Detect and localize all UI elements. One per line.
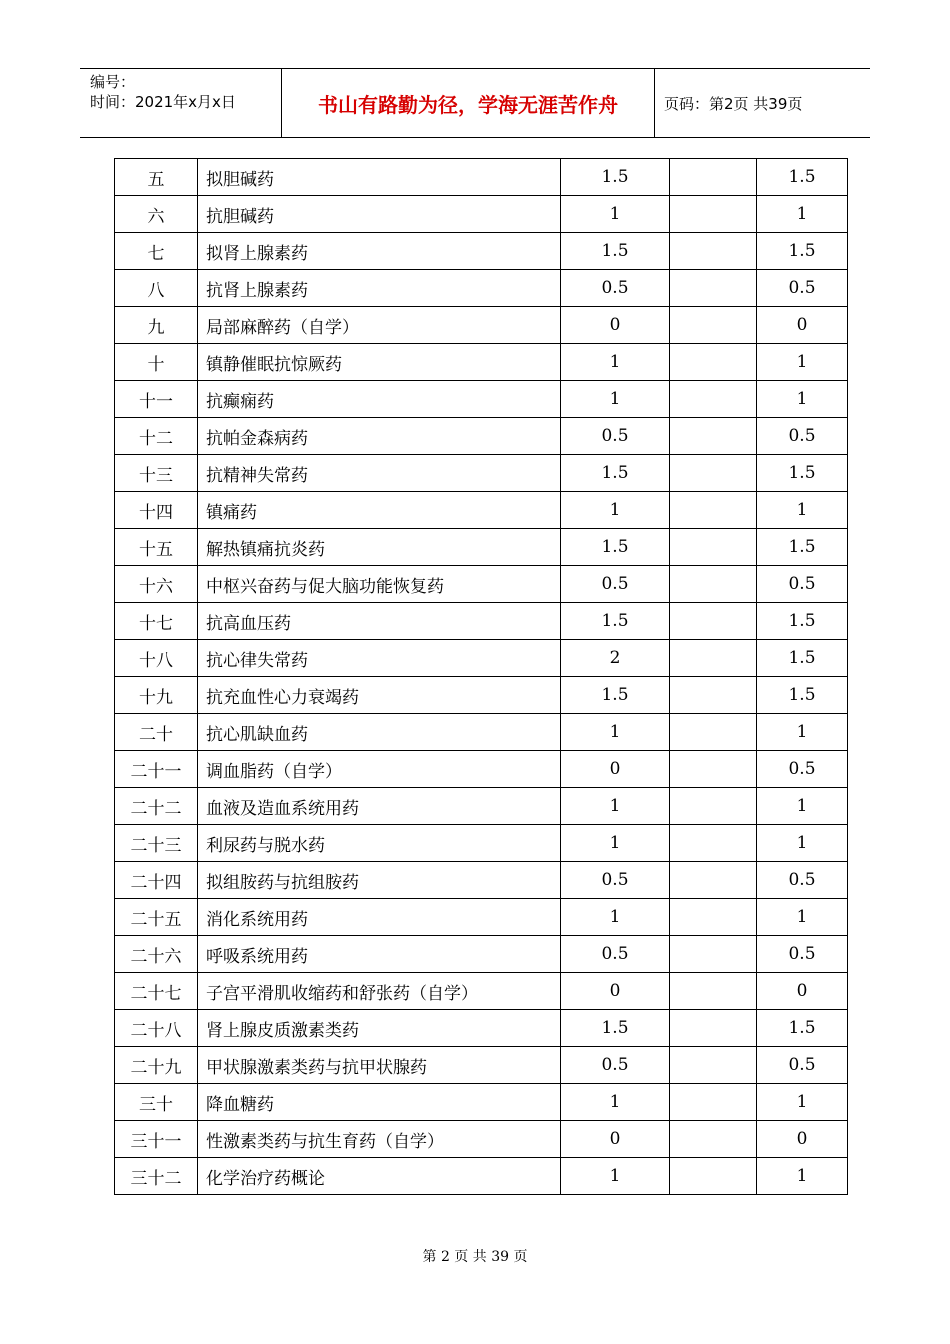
row-chapter-name: 利尿药与脱水药 bbox=[198, 825, 561, 862]
row-chapter-name: 抗帕金森病药 bbox=[198, 418, 561, 455]
row-hours-total: 0.5 bbox=[757, 936, 848, 973]
row-number: 二十三 bbox=[115, 825, 198, 862]
row-hours-total: 0.5 bbox=[757, 862, 848, 899]
row-hours-extra bbox=[670, 825, 757, 862]
row-number: 八 bbox=[115, 270, 198, 307]
row-hours-theory: 1.5 bbox=[561, 603, 670, 640]
row-number: 二十九 bbox=[115, 1047, 198, 1084]
row-hours-theory: 0 bbox=[561, 973, 670, 1010]
row-hours-total: 1 bbox=[757, 825, 848, 862]
row-hours-extra bbox=[670, 862, 757, 899]
row-hours-theory: 1.5 bbox=[561, 159, 670, 196]
row-chapter-name: 降血糖药 bbox=[198, 1084, 561, 1121]
row-number: 二十六 bbox=[115, 936, 198, 973]
row-chapter-name: 解热镇痛抗炎药 bbox=[198, 529, 561, 566]
row-hours-theory: 1 bbox=[561, 196, 670, 233]
row-hours-total: 1.5 bbox=[757, 233, 848, 270]
row-hours-extra bbox=[670, 603, 757, 640]
row-chapter-name: 抗精神失常药 bbox=[198, 455, 561, 492]
row-hours-total: 1.5 bbox=[757, 529, 848, 566]
header-motto: 书山有路勤为径，学海无涯苦作舟 bbox=[282, 69, 655, 137]
row-hours-extra bbox=[670, 418, 757, 455]
table-row bbox=[115, 862, 848, 899]
row-hours-total: 1.5 bbox=[757, 677, 848, 714]
row-hours-total: 1 bbox=[757, 381, 848, 418]
row-hours-total: 0 bbox=[757, 973, 848, 1010]
row-hours-extra bbox=[670, 1158, 757, 1195]
row-hours-extra bbox=[670, 936, 757, 973]
header-page-info: 页码：第2页 共39页 bbox=[664, 94, 803, 113]
row-number: 二十二 bbox=[115, 788, 198, 825]
row-hours-extra bbox=[670, 899, 757, 936]
header-serial: 编号： bbox=[90, 73, 136, 91]
row-number: 十九 bbox=[115, 677, 198, 714]
row-chapter-name: 抗心律失常药 bbox=[198, 640, 561, 677]
page-footer: 第 2 页 共 39 页 bbox=[422, 1249, 528, 1265]
row-hours-extra bbox=[670, 640, 757, 677]
row-hours-theory: 0.5 bbox=[561, 418, 670, 455]
row-number: 三十二 bbox=[115, 1158, 198, 1195]
row-chapter-name: 消化系统用药 bbox=[198, 899, 561, 936]
table-row bbox=[115, 492, 848, 529]
table-row bbox=[115, 751, 848, 788]
row-hours-extra bbox=[670, 714, 757, 751]
row-hours-extra bbox=[670, 196, 757, 233]
table-row bbox=[115, 1121, 848, 1158]
row-number: 二十七 bbox=[115, 973, 198, 1010]
row-hours-extra bbox=[670, 1121, 757, 1158]
row-chapter-name: 局部麻醉药（自学） bbox=[198, 307, 561, 344]
row-chapter-name: 抗癫痫药 bbox=[198, 381, 561, 418]
row-hours-extra bbox=[670, 270, 757, 307]
row-chapter-name: 抗肾上腺素药 bbox=[198, 270, 561, 307]
row-hours-extra bbox=[670, 381, 757, 418]
row-number: 二十八 bbox=[115, 1010, 198, 1047]
row-hours-extra bbox=[670, 566, 757, 603]
row-number: 五 bbox=[115, 159, 198, 196]
row-hours-theory: 0 bbox=[561, 1121, 670, 1158]
row-hours-theory: 1.5 bbox=[561, 455, 670, 492]
row-number: 十二 bbox=[115, 418, 198, 455]
row-hours-extra bbox=[670, 233, 757, 270]
row-number: 三十 bbox=[115, 1084, 198, 1121]
row-hours-total: 0.5 bbox=[757, 270, 848, 307]
table-row bbox=[115, 455, 848, 492]
row-hours-total: 1 bbox=[757, 1158, 848, 1195]
row-hours-theory: 1 bbox=[561, 788, 670, 825]
row-hours-extra bbox=[670, 973, 757, 1010]
row-hours-theory: 0 bbox=[561, 751, 670, 788]
table-row bbox=[115, 1084, 848, 1121]
row-hours-theory: 1 bbox=[561, 1084, 670, 1121]
table-row bbox=[115, 344, 848, 381]
row-chapter-name: 抗充血性心力衰竭药 bbox=[198, 677, 561, 714]
row-chapter-name: 血液及造血系统用药 bbox=[198, 788, 561, 825]
table-row bbox=[115, 307, 848, 344]
course-hours-table bbox=[114, 158, 848, 1195]
row-hours-theory: 1.5 bbox=[561, 1010, 670, 1047]
row-number: 六 bbox=[115, 196, 198, 233]
row-hours-total: 0 bbox=[757, 307, 848, 344]
row-chapter-name: 肾上腺皮质激素类药 bbox=[198, 1010, 561, 1047]
row-chapter-name: 子宫平滑肌收缩药和舒张药（自学） bbox=[198, 973, 561, 1010]
row-hours-theory: 1.5 bbox=[561, 677, 670, 714]
row-number: 二十一 bbox=[115, 751, 198, 788]
row-hours-total: 0 bbox=[757, 1121, 848, 1158]
row-number: 七 bbox=[115, 233, 198, 270]
row-number: 二十四 bbox=[115, 862, 198, 899]
table-body bbox=[115, 159, 848, 1195]
row-hours-total: 1.5 bbox=[757, 603, 848, 640]
row-number: 十 bbox=[115, 344, 198, 381]
table-row bbox=[115, 714, 848, 751]
row-chapter-name: 抗心肌缺血药 bbox=[198, 714, 561, 751]
table-row bbox=[115, 566, 848, 603]
row-chapter-name: 呼吸系统用药 bbox=[198, 936, 561, 973]
row-hours-extra bbox=[670, 529, 757, 566]
row-number: 十六 bbox=[115, 566, 198, 603]
row-hours-extra bbox=[670, 788, 757, 825]
row-hours-extra bbox=[670, 492, 757, 529]
row-hours-theory: 0 bbox=[561, 307, 670, 344]
row-number: 二十五 bbox=[115, 899, 198, 936]
row-number: 九 bbox=[115, 307, 198, 344]
row-hours-total: 0.5 bbox=[757, 1047, 848, 1084]
table-row bbox=[115, 529, 848, 566]
table-row bbox=[115, 973, 848, 1010]
table-row bbox=[115, 1047, 848, 1084]
row-hours-extra bbox=[670, 1047, 757, 1084]
row-hours-total: 1.5 bbox=[757, 455, 848, 492]
row-hours-theory: 0.5 bbox=[561, 1047, 670, 1084]
row-hours-theory: 1 bbox=[561, 825, 670, 862]
row-hours-extra bbox=[670, 455, 757, 492]
row-chapter-name: 拟组胺药与抗组胺药 bbox=[198, 862, 561, 899]
row-hours-total: 0.5 bbox=[757, 751, 848, 788]
table-row bbox=[115, 196, 848, 233]
row-number: 十一 bbox=[115, 381, 198, 418]
row-hours-theory: 1.5 bbox=[561, 233, 670, 270]
row-hours-extra bbox=[670, 751, 757, 788]
row-hours-extra bbox=[670, 1084, 757, 1121]
row-number: 二十 bbox=[115, 714, 198, 751]
row-chapter-name: 化学治疗药概论 bbox=[198, 1158, 561, 1195]
row-chapter-name: 调血脂药（自学） bbox=[198, 751, 561, 788]
row-number: 十四 bbox=[115, 492, 198, 529]
row-hours-theory: 0.5 bbox=[561, 862, 670, 899]
row-hours-theory: 1.5 bbox=[561, 529, 670, 566]
row-number: 十五 bbox=[115, 529, 198, 566]
row-chapter-name: 甲状腺激素类药与抗甲状腺药 bbox=[198, 1047, 561, 1084]
table-row bbox=[115, 1010, 848, 1047]
row-hours-theory: 1 bbox=[561, 344, 670, 381]
row-hours-total: 0.5 bbox=[757, 418, 848, 455]
table-row bbox=[115, 1158, 848, 1195]
row-chapter-name: 抗胆碱药 bbox=[198, 196, 561, 233]
row-hours-theory: 0.5 bbox=[561, 566, 670, 603]
row-number: 十七 bbox=[115, 603, 198, 640]
row-chapter-name: 性激素类药与抗生育药（自学） bbox=[198, 1121, 561, 1158]
table-row bbox=[115, 677, 848, 714]
row-number: 三十一 bbox=[115, 1121, 198, 1158]
table-row bbox=[115, 381, 848, 418]
row-chapter-name: 拟胆碱药 bbox=[198, 159, 561, 196]
row-hours-theory: 1 bbox=[561, 381, 670, 418]
table-row bbox=[115, 603, 848, 640]
header-meta bbox=[80, 69, 282, 137]
row-hours-total: 1 bbox=[757, 1084, 848, 1121]
row-hours-total: 1.5 bbox=[757, 1010, 848, 1047]
row-hours-extra bbox=[670, 344, 757, 381]
row-hours-theory: 0.5 bbox=[561, 936, 670, 973]
row-hours-theory: 1 bbox=[561, 1158, 670, 1195]
row-number: 十三 bbox=[115, 455, 198, 492]
row-hours-total: 1 bbox=[757, 899, 848, 936]
row-chapter-name: 抗高血压药 bbox=[198, 603, 561, 640]
row-chapter-name: 镇痛药 bbox=[198, 492, 561, 529]
row-number: 十八 bbox=[115, 640, 198, 677]
table-row bbox=[115, 270, 848, 307]
table-row bbox=[115, 899, 848, 936]
row-hours-total: 1 bbox=[757, 714, 848, 751]
row-hours-total: 1 bbox=[757, 196, 848, 233]
row-hours-total: 1 bbox=[757, 788, 848, 825]
row-hours-extra bbox=[670, 159, 757, 196]
row-hours-theory: 2 bbox=[561, 640, 670, 677]
row-hours-theory: 0.5 bbox=[561, 270, 670, 307]
row-chapter-name: 镇静催眠抗惊厥药 bbox=[198, 344, 561, 381]
row-hours-extra bbox=[670, 307, 757, 344]
table-row bbox=[115, 788, 848, 825]
row-hours-extra bbox=[670, 677, 757, 714]
row-hours-total: 1.5 bbox=[757, 159, 848, 196]
table-row bbox=[115, 418, 848, 455]
table-row bbox=[115, 640, 848, 677]
row-hours-theory: 1 bbox=[561, 899, 670, 936]
row-hours-total: 1 bbox=[757, 344, 848, 381]
row-hours-total: 1 bbox=[757, 492, 848, 529]
table-row bbox=[115, 159, 848, 196]
row-chapter-name: 拟肾上腺素药 bbox=[198, 233, 561, 270]
row-hours-total: 1.5 bbox=[757, 640, 848, 677]
row-hours-extra bbox=[670, 1010, 757, 1047]
row-hours-total: 0.5 bbox=[757, 566, 848, 603]
row-hours-theory: 1 bbox=[561, 714, 670, 751]
header-date: 时间：2021年x月x日 bbox=[90, 93, 236, 111]
table-row bbox=[115, 825, 848, 862]
row-hours-theory: 1 bbox=[561, 492, 670, 529]
page-header bbox=[80, 68, 870, 138]
row-chapter-name: 中枢兴奋药与促大脑功能恢复药 bbox=[198, 566, 561, 603]
table-row bbox=[115, 233, 848, 270]
table-row bbox=[115, 936, 848, 973]
